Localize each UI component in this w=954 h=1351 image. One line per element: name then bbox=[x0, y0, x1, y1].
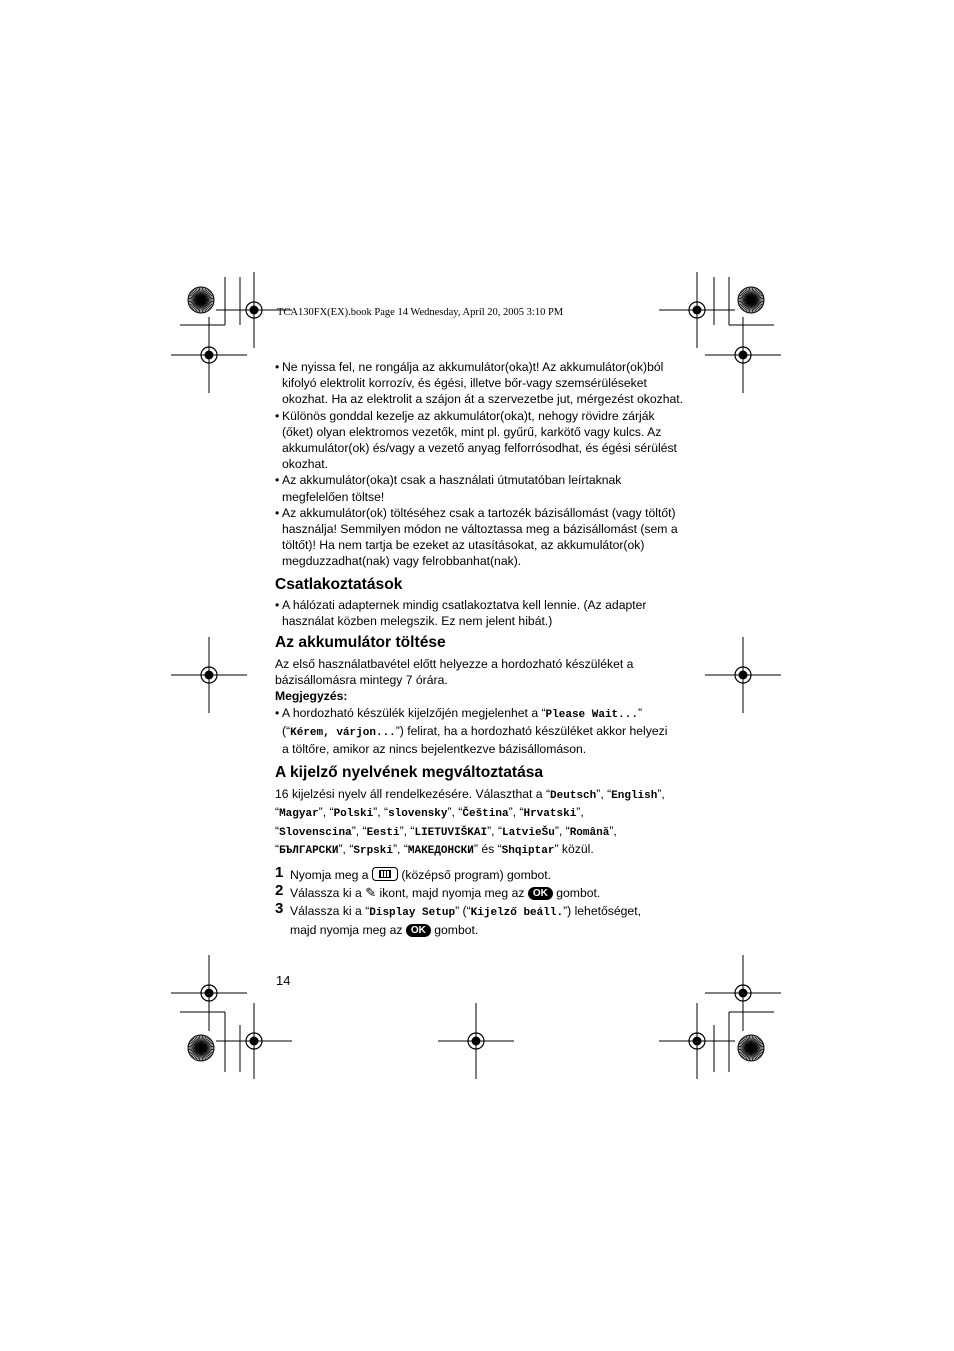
charging-paragraph: Az első használatbavétel előtt helyezze a hordozható készüléket a bbox=[275, 657, 634, 672]
step-3: 3 Válassza ki a “Display Setup” (“Kijelző beáll.”) lehetőséget, majd nyomja meg az OK gombot. bbox=[275, 900, 641, 937]
step-2: 2 Válassza ki a ✎ ikont, majd nyomja meg az OK gombot. bbox=[275, 882, 601, 901]
intro-bullets bbox=[275, 359, 685, 570]
registration-crosshair bbox=[216, 1003, 292, 1079]
step-1: 1 Nyomja meg a (középső program) gombot. bbox=[275, 864, 552, 883]
list-item: • Ne nyissa fel, ne rongálja az akkumulátor(oka)t! Az akkumulátor(ok)ból kifolyó elektrolit korrozív, és égési, illetve bőr-vagy szemsérüléseket okozhat. Ha az elektrolit a szájon át a szervezetbe jut, mérgezést okozhat. bbox=[275, 360, 684, 407]
charging-paragraph: bázisállomásra mintegy 7 órára. bbox=[275, 673, 448, 688]
note-label: Megjegyzés: bbox=[275, 689, 348, 704]
section-title-charging: Az akkumulátor töltése bbox=[275, 634, 446, 652]
registration-crosshair bbox=[438, 1003, 514, 1079]
list-item: • Az akkumulátor(ok) töltéséhez csak a tartozék bázisállomást (vagy töltőt) használja! Semmilyen módon ne változtassa meg a bázisállomást (sem a töltőt)! Ha nem tartja be ezeket az utasításokat, az akkumulátor(ok) megduzzadhat(nak) vagy felrobbanhat(nak). bbox=[275, 505, 678, 569]
registration-crosshair bbox=[705, 955, 781, 1031]
section-title-language: A kijelző nyelvének megváltoztatása bbox=[275, 764, 544, 782]
section-title-connections: Csatlakoztatások bbox=[275, 575, 403, 593]
registration-crosshair bbox=[659, 272, 735, 348]
list-item: • A hálózati adapternek mindig csatlakoztatva kell lennie. (Az adapter használat közben melegszik. Ez nem jelent hibát.) bbox=[275, 597, 647, 628]
ok-button-icon: OK bbox=[528, 887, 553, 900]
starburst-target bbox=[738, 1035, 764, 1061]
page-content bbox=[275, 359, 685, 938]
language-list: 16 kijelzési nyelv áll rendelkezésére. Választhat a “Deutsch”, “English”, “Magyar”, “Polski”, “slovensky”, “Čeština”, “Hrvatski”, “Slovenscina”, “Eesti”, “LIETUVIŠKAI”, “LatvieŠu”, “Română”, “БЪЛГАРСКИ”, “Srpski”, “МАКЕДОНСКИ” és “Shqiptar” közül. bbox=[275, 787, 665, 857]
ok-button-icon: OK bbox=[406, 924, 431, 937]
registration-crosshair bbox=[171, 955, 247, 1031]
print-header: TCA130FX(EX).book Page 14 Wednesday, April 20, 2005 3:10 PM bbox=[277, 307, 564, 318]
menu-button-icon bbox=[372, 867, 398, 881]
registration-crosshair bbox=[171, 637, 247, 713]
registration-crosshair bbox=[705, 637, 781, 713]
registration-crosshair bbox=[171, 317, 247, 393]
pencil-icon: ✎ bbox=[365, 885, 377, 901]
starburst-target bbox=[738, 287, 764, 313]
registration-crosshair bbox=[705, 317, 781, 393]
starburst-target bbox=[188, 287, 214, 313]
page-number: 14 bbox=[276, 973, 291, 988]
list-item: • Az akkumulátor(oka)t csak a használati útmutatóban leírtaknak megfelelően töltse! bbox=[275, 473, 622, 504]
list-item: • Különös gonddal kezelje az akkumulátor(oka)t, nehogy rövidre zárják (őket) olyan elektromos vezetők, mint pl. gyűrű, karkötő vagy kulcs. Az akkumulátor(ok) és/vagy a vezető anyag felforrósodhat, és égési sérülést okozhat. bbox=[275, 408, 677, 472]
starburst-target bbox=[188, 1035, 214, 1061]
note-item: • A hordozható készülék kijelzőjén megjelenhet a “Please Wait...” (“Kérem, várjon...”) felirat, ha a hordozható készüléket akkor helyezi a töltőre, amikor az nincs bejelentkezve bázisállomáson. bbox=[275, 705, 668, 757]
registration-crosshair bbox=[659, 1003, 735, 1079]
